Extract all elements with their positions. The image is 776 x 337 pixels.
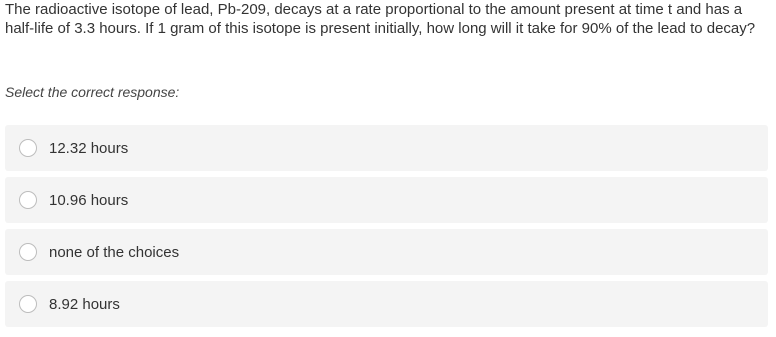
radio-button[interactable]: [19, 243, 37, 261]
radio-button[interactable]: [19, 139, 37, 157]
answer-choice[interactable]: [5, 229, 768, 275]
response-prompt: Select the correct response:: [5, 84, 180, 100]
answer-choice[interactable]: [5, 177, 768, 223]
radio-button[interactable]: [19, 295, 37, 313]
choice-label: 10.96 hours: [49, 191, 129, 209]
answer-choice[interactable]: [5, 281, 768, 327]
answer-choice[interactable]: [5, 125, 768, 171]
answer-choices: [5, 125, 768, 333]
choice-label: 12.32 hours: [49, 139, 129, 157]
choice-label: 8.92 hours: [49, 295, 120, 313]
question-text: The radioactive isotope of lead, Pb-209, decays at a rate proportional to the amount present at time t and has a half-life of 3.3 hours. If 1 gram of this isotope is present initially, how long will it take for 90% of the lead to decay?: [5, 1, 756, 37]
radio-button[interactable]: [19, 191, 37, 209]
choice-label: none of the choices: [49, 243, 180, 261]
